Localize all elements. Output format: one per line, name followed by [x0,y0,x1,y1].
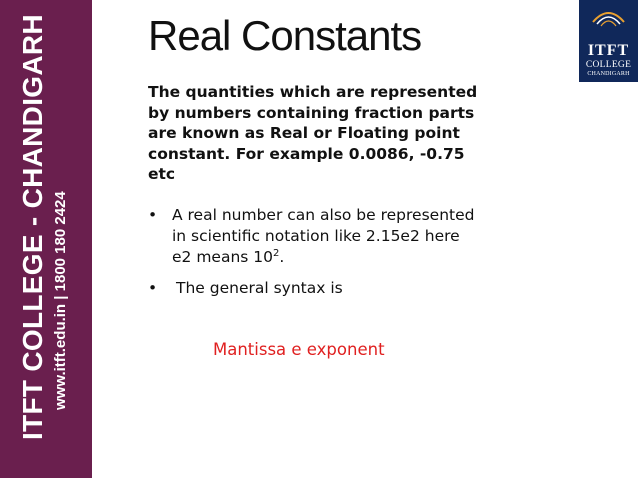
logo-itft-text: ITFT [587,42,630,59]
sidebar-contact: www.itft.edu.in | 1800 180 2424 [52,191,69,410]
slide-title: Real Constants [148,12,422,59]
bullet-list [148,205,478,309]
logo-city-text: CHANDIGARH [587,71,630,77]
bullet-item-general-syntax [148,278,478,299]
sidebar-band [0,0,92,478]
bullet-superscript: 2 [273,247,280,259]
bullet-suffix: . [279,248,285,266]
college-logo [579,0,638,82]
bullet-text: The general syntax is [176,279,343,297]
bullet-marker: • [148,279,158,297]
bullet-item-scientific-notation [148,205,478,268]
intro-paragraph: The quantities which are represented by numbers containing fraction parts are known as Real or Floating point constant. For example 0.0086, -0.75 etc [148,83,478,183]
sidebar-text-group [0,0,92,478]
bullet-text: A real number can also be represented in scientific notation like 2.15e2 here e2 means 10 [172,206,475,266]
bullet-marker: • [148,206,158,224]
syntax-formula: Mantissa e exponent [213,340,385,359]
sidebar-college-name: ITFT COLLEGE - CHANDIGARH [17,14,48,440]
logo-college-text: COLLEGE [585,60,632,70]
